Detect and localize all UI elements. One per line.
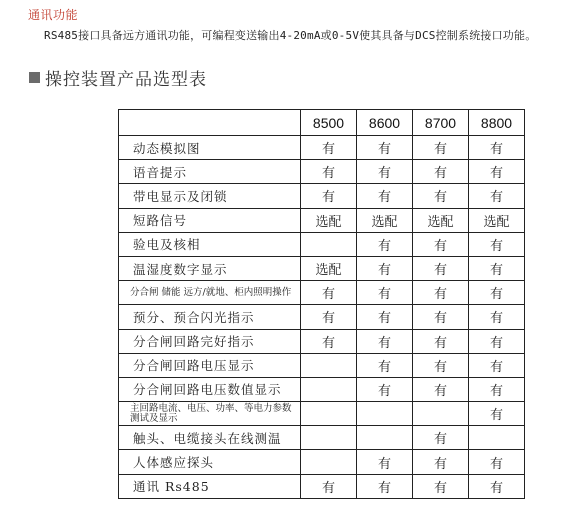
table-row [119,450,525,474]
model-header: 8600 [357,110,413,136]
model-value-cell [301,353,357,377]
table-row [119,329,525,353]
model-value-cell: 有 [469,160,525,184]
model-value-cell: 有 [469,402,525,426]
model-value-cell: 有 [469,450,525,474]
table-row [119,256,525,280]
model-value-cell: 有 [469,305,525,329]
model-value-cell [357,402,413,426]
model-value-cell: 有 [413,450,469,474]
table-body [119,136,525,499]
model-value-cell: 有 [357,184,413,208]
feature-cell: 短路信号 [119,208,301,232]
model-value-cell: 有 [357,353,413,377]
feature-cell: 温湿度数字显示 [119,256,301,280]
model-value-cell [301,402,357,426]
feature-cell: 分合闸 储能 远方/就地、柜内照明操作 [119,281,301,305]
table-row [119,474,525,498]
model-value-cell: 有 [413,184,469,208]
section-description: RS485接口具备远方通讯功能，可编程变送输出4-20mA或0-5V使其具备与DCS控制系统接口功能。 [44,29,537,42]
table-row [119,426,525,450]
table-row [119,208,525,232]
table-row [119,402,525,426]
model-value-cell: 有 [469,281,525,305]
table-row [119,377,525,401]
model-value-cell: 有 [469,329,525,353]
model-value-cell: 有 [301,474,357,498]
model-value-cell [357,426,413,450]
feature-cell: 通讯 Rs485 [119,474,301,498]
model-value-cell: 有 [413,377,469,401]
feature-cell: 验电及核相 [119,232,301,256]
product-selection-table [118,109,525,499]
feature-cell: 动态模拟图 [119,136,301,160]
model-value-cell: 有 [413,353,469,377]
selection-table-heading [29,65,207,90]
table-row [119,160,525,184]
model-value-cell: 选配 [413,208,469,232]
model-value-cell: 选配 [301,256,357,280]
feature-cell: 人体感应探头 [119,450,301,474]
model-value-cell: 有 [301,160,357,184]
table-row [119,184,525,208]
model-value-cell: 有 [357,160,413,184]
model-header: 8700 [413,110,469,136]
feature-cell: 分合闸回路电压数值显示 [119,377,301,401]
feature-cell: 分合闸回路电压显示 [119,353,301,377]
model-value-cell: 有 [301,136,357,160]
model-value-cell: 有 [357,281,413,305]
model-value-cell: 选配 [469,208,525,232]
model-value-cell: 有 [469,353,525,377]
model-value-cell [469,426,525,450]
model-value-cell: 有 [413,474,469,498]
model-value-cell: 有 [301,329,357,353]
model-value-cell: 有 [357,256,413,280]
model-value-cell: 有 [413,329,469,353]
heading-text: 操控装置产品选型表 [45,70,207,90]
model-value-cell: 有 [469,232,525,256]
model-value-cell: 有 [413,305,469,329]
model-value-cell [301,426,357,450]
feature-cell: 分合闸回路完好指示 [119,329,301,353]
header-feature-cell [119,110,301,136]
model-value-cell: 有 [413,136,469,160]
model-value-cell: 有 [413,256,469,280]
model-header: 8500 [301,110,357,136]
table-row [119,232,525,256]
model-value-cell: 有 [301,281,357,305]
square-bullet-icon [29,72,40,83]
model-value-cell: 有 [469,377,525,401]
feature-cell: 主回路电流、电压、功率、等电力参数测试及显示 [119,402,301,426]
feature-cell: 带电显示及闭锁 [119,184,301,208]
model-value-cell: 有 [357,136,413,160]
model-value-cell: 有 [357,377,413,401]
model-value-cell: 有 [357,329,413,353]
model-value-cell: 选配 [301,208,357,232]
model-value-cell: 有 [357,232,413,256]
model-value-cell [413,402,469,426]
feature-cell: 预分、预合闪光指示 [119,305,301,329]
model-value-cell: 有 [301,184,357,208]
model-value-cell: 有 [413,426,469,450]
table-header-row [119,110,525,136]
model-value-cell [301,450,357,474]
model-value-cell: 有 [469,136,525,160]
model-value-cell: 有 [469,184,525,208]
table-row [119,305,525,329]
model-value-cell: 有 [357,305,413,329]
model-value-cell: 有 [357,474,413,498]
model-value-cell: 有 [413,232,469,256]
model-header: 8800 [469,110,525,136]
model-value-cell: 有 [301,305,357,329]
feature-cell: 语音提示 [119,160,301,184]
model-value-cell: 有 [469,256,525,280]
table-row [119,353,525,377]
section-title: 通讯功能 [28,8,79,22]
model-value-cell [301,232,357,256]
model-value-cell: 有 [469,474,525,498]
feature-cell: 触头、电缆接头在线测温 [119,426,301,450]
model-value-cell: 有 [357,450,413,474]
model-value-cell: 有 [413,281,469,305]
model-value-cell: 选配 [357,208,413,232]
table-row [119,281,525,305]
model-value-cell: 有 [413,160,469,184]
model-value-cell [301,377,357,401]
table-row [119,136,525,160]
